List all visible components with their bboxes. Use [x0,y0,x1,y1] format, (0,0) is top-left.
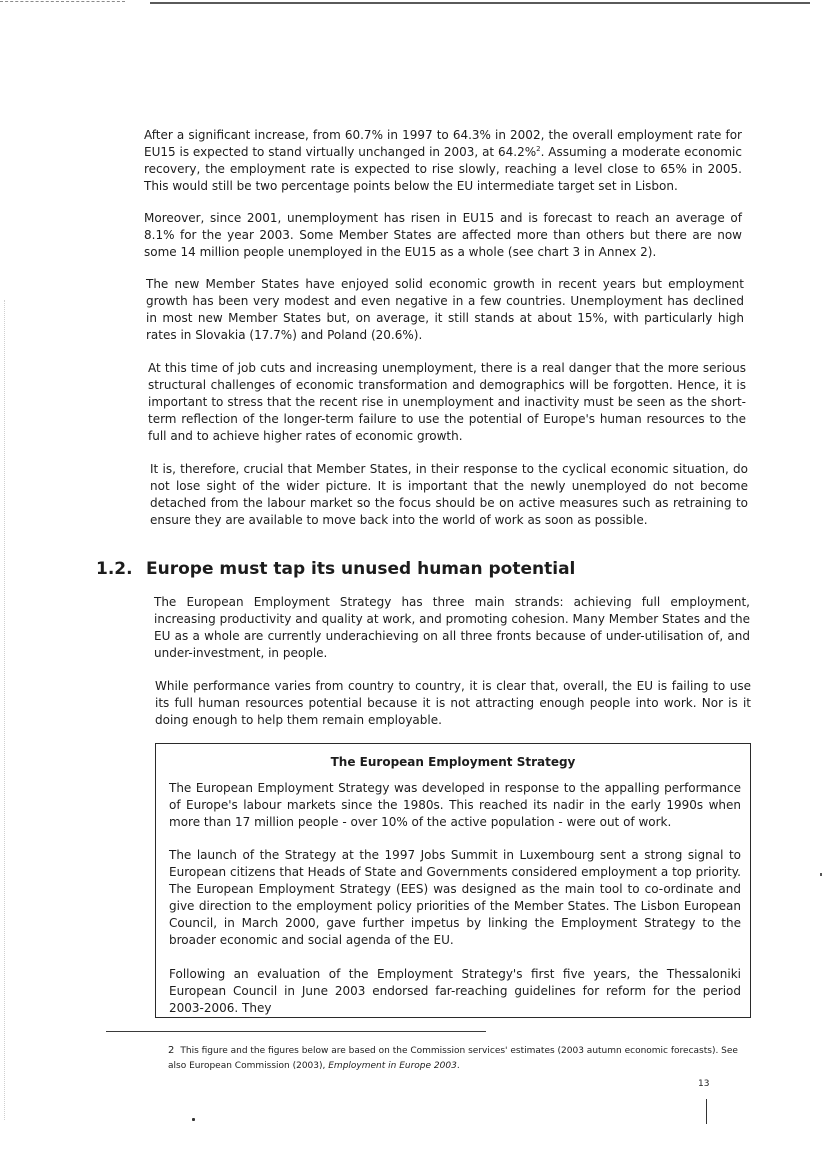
section-heading [96,558,736,580]
footnote-citation-title: Employment in Europe 2003 [328,1061,457,1071]
paragraph-wider-picture: It is, therefore, crucial that Member States, in their response to the cyclical economic situation, do not lose sight of the wider picture. It is important that the newly unemployed do not become detached from the labour market so the focus should be on active measures such as retraining to ensure they are available to move back into the world of work as soon as possible. [150,462,748,527]
footnote-reference[interactable]: 2 [536,145,541,153]
paragraph-unemployment: Moreover, since 2001, unemployment has risen in EU15 and is forecast to reach an average of 8.1% for the year 2003. Some Member States are affected more than others but there are now some 14 million people unemployed in the EU15 as a whole (see chart 3 in Annex 2). [144,211,742,259]
paragraph-text-tail: . Assuming a moderate economic recovery, the employment rate is expected to rise slowly, reaching a level close to 65% in 2005. This would still be two percentage points below the EU intermediate target set in Lisbon. [144,145,742,193]
footnote-end: . [456,1061,460,1071]
footnote-divider [106,1031,486,1032]
scan-speck [192,1118,195,1121]
scan-speck [820,873,822,876]
footnote-text: This figure and the figures below are based on the Commission services' estimates (2003 autumn economic forecasts). See also European Commission (2003), [168,1046,738,1071]
box-title: The European Employment Strategy [330,755,576,769]
paragraph-employment-rate [144,127,742,195]
box-paragraph-origin: The European Employment Strategy was developed in response to the appalling performance of Europe's labour markets since the 1980s. This reached its nadir in the early 1990s when more than 17 million people - over 10% of the active population - were out of work. [169,781,741,829]
section-number: 1.2. [96,559,133,579]
paragraph-ees-strands: The European Employment Strategy has three main strands: achieving full employment, increasing productivity and quality at work, and promoting cohesion. Many Member States and the EU as a whole are currently underachieving on all three fronts because of under-utilisation of, and under-investment, in people. [154,595,750,660]
paragraph-performance: While performance varies from country to country, it is clear that, overall, the EU is failing to use its full human resources potential because it is not attracting enough people into work. Nor is it doing enough to help them remain employable. [155,679,751,727]
footnote [168,1043,758,1074]
footnote-number: 2 [168,1045,175,1056]
box-paragraph-evaluation: Following an evaluation of the Employment Strategy's first five years, the Thessaloniki European Council in June 2003 endorsed far-reaching guidelines for reform for the period 2003-2006. They [169,967,741,1015]
paragraph-new-member-states: The new Member States have enjoyed solid economic growth in recent years but employment growth has been very modest and even negative in a few countries. Unemployment has declined in most new Member States but, on average, it still stands at about 15%, with particularly high rates in Slovakia (17.7%) and Poland (20.6%). [146,277,744,342]
page-number: 13 [698,1079,710,1089]
section-title: Europe must tap its unused human potential [146,559,576,579]
paragraph-text: After a significant increase, from 60.7% in 1997 to 64.3% in 2002, the overall employment rate for EU15 is expected to stand virtually unchanged in 2003, at 64.2% [144,128,742,159]
ees-info-box [155,743,751,1018]
box-paragraph-launch: The launch of the Strategy at the 1997 Jobs Summit in Luxembourg sent a strong signal to European citizens that Heads of State and Governments considered employment a top priority. The European Employment Strategy (EES) was designed as the main tool to co-ordinate and give direction to the employment policy priorities of the Member States. The Lisbon European Council, in March 2000, gave further impetus by linking the Employment Strategy to the broader economic and social agenda of the EU. [169,848,741,947]
scan-mark-vertical [706,1099,707,1124]
paragraph-job-cuts: At this time of job cuts and increasing unemployment, there is a real danger that the more serious structural challenges of economic transformation and demographics will be forgotten. Hence, it is important to stress that the recent rise in unemployment and inactivity must be seen as the short-term reflection of the longer-term failure to use the potential of Europe's human resources to the full and to achieve higher rates of economic growth. [148,361,746,443]
